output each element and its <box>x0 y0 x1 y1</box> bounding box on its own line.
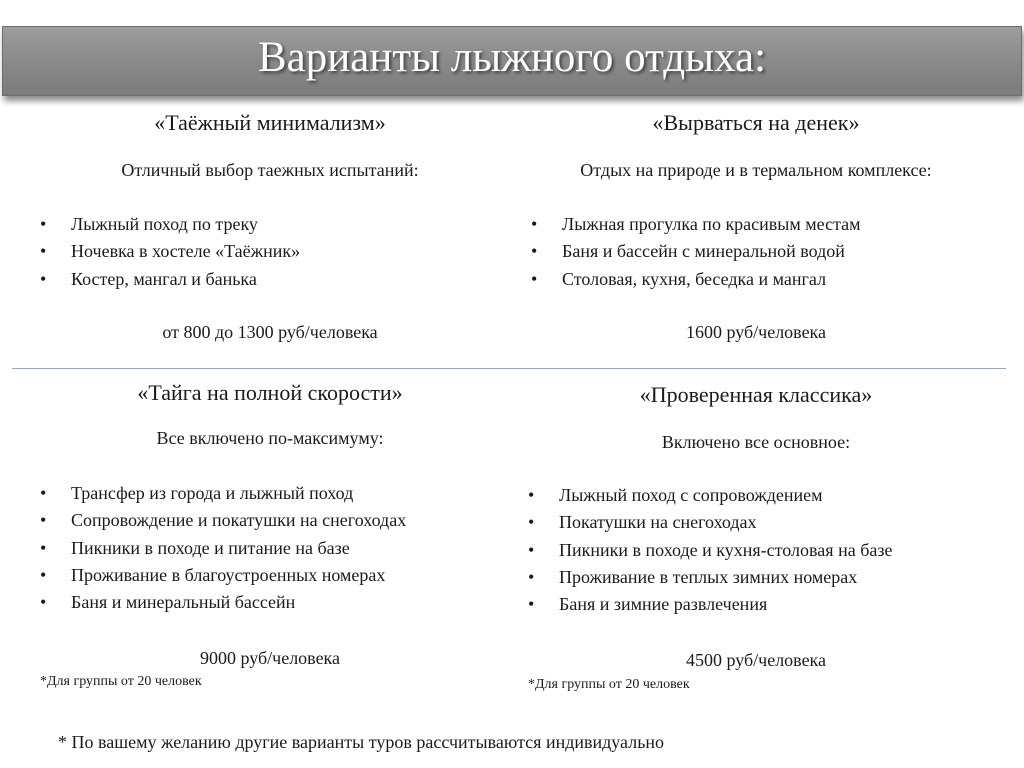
list-item: • Лыжный поход с сопровождением <box>528 485 823 505</box>
list-item: • Сопровождение и покатушки на снегоходах <box>40 510 407 531</box>
list-item: • Пикники в походе и кухня-столовая на базе <box>528 539 893 560</box>
offer-note: *Для группы от 20 человек <box>40 674 202 689</box>
offer-feature-list <box>40 480 510 616</box>
offer-title: «Таёжный минимализм» <box>154 110 386 135</box>
offer-title: «Проверенная классика» <box>639 382 873 407</box>
list-item: • Проживание в теплых зимних номерах <box>528 566 858 587</box>
list-item: • Ночевка в хостеле «Таёжник» <box>40 241 301 262</box>
list-item: • Баня и бассейн с минеральной водой <box>531 241 845 262</box>
list-item: • Покатушки на снегоходах <box>528 512 757 533</box>
list-item: • Лыжный поход по треку <box>40 214 258 234</box>
offer-intro: Включено все основное: <box>661 432 851 452</box>
offer-price: от 800 до 1300 руб/человека <box>162 322 378 342</box>
list-item: • Баня и минеральный бассейн <box>40 592 296 613</box>
title-banner <box>2 26 1022 96</box>
list-item: • Пикники в походе и питание на базе <box>40 537 350 558</box>
offer-feature-list <box>40 211 500 293</box>
offer-title: «Вырваться на денек» <box>652 110 860 135</box>
offer-feature-list <box>531 211 1011 293</box>
list-item: • Баня и зимние развлечения <box>528 594 768 615</box>
list-item: • Проживание в благоустроенных номерах <box>40 564 386 585</box>
list-item: • Лыжная прогулка по красивым местам <box>531 214 861 234</box>
offer-note: *Для группы от 20 человек <box>528 677 690 692</box>
offer-intro: Все включено по-максимуму: <box>156 428 384 448</box>
offer-price: 1600 руб/человека <box>685 322 827 342</box>
list-item: • Столовая, кухня, беседка и мангал <box>531 268 827 289</box>
footer-note: * По вашему желанию другие варианты туров рассчитываются индивидуально <box>58 732 665 752</box>
offer-title: «Тайга на полной скорости» <box>137 380 403 405</box>
offer-feature-list <box>528 482 1018 618</box>
offer-price: 9000 руб/человека <box>199 648 341 668</box>
page-title: Варианты лыжного отдыха: <box>257 34 767 81</box>
offer-price: 4500 руб/человека <box>685 650 827 670</box>
list-item: • Трансфер из города и лыжный поход <box>40 483 354 503</box>
list-item: • Костер, мангал и банька <box>40 268 257 289</box>
section-divider <box>12 368 1006 369</box>
offer-intro: Отдых на природе и в термальном комплексе: <box>580 160 932 180</box>
offer-intro: Отличный выбор таежных испытаний: <box>121 160 419 180</box>
